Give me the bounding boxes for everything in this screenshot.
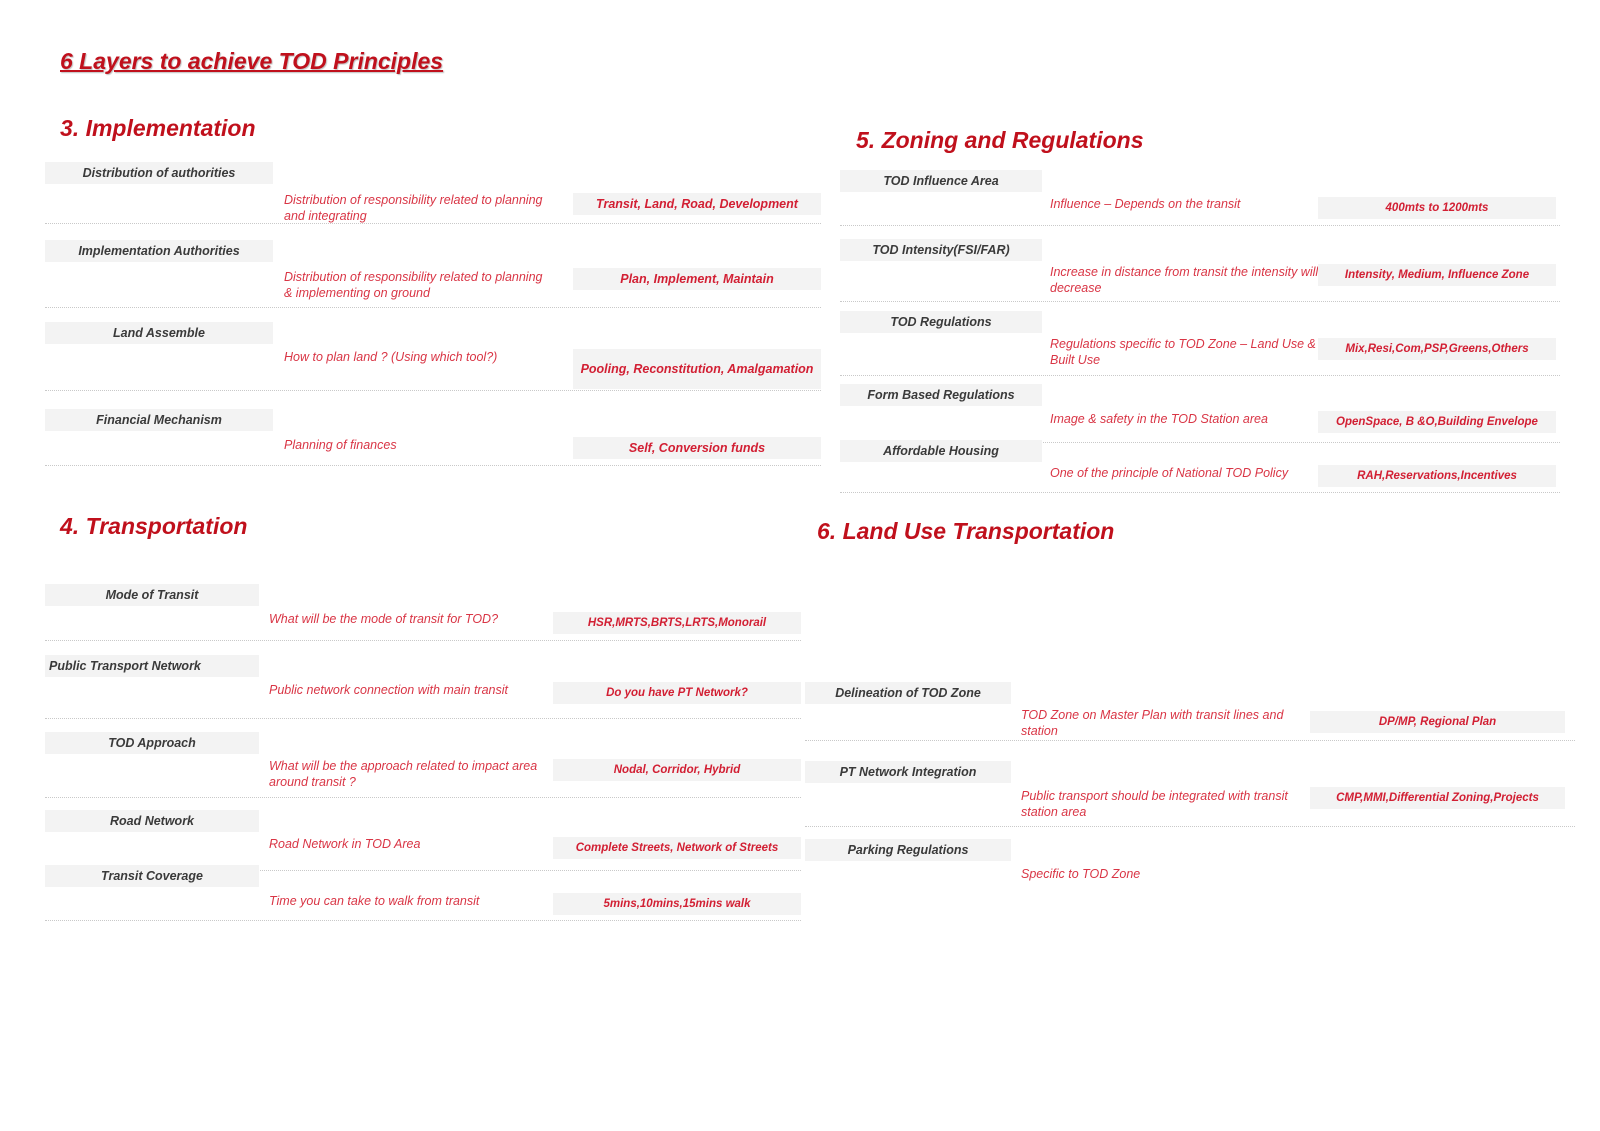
zoning-row-desc: One of the principle of National TOD Policy bbox=[1050, 466, 1289, 480]
transportation-row-label: Public Transport Network bbox=[45, 655, 259, 677]
transportation-row-desc: Road Network in TOD Area bbox=[269, 837, 421, 851]
transportation-row-desc: What will be the approach related to impact area around transit ? bbox=[269, 759, 538, 789]
implementation-row-desc: Distribution of responsibility related to planning & implementing on ground bbox=[284, 270, 543, 300]
transportation-row-value: 5mins,10mins,15mins walk bbox=[553, 893, 801, 915]
landuse-heading: 6. Land Use Transportation bbox=[817, 518, 1115, 544]
row-divider bbox=[805, 740, 1575, 741]
transportation-row-value: Do you have PT Network? bbox=[553, 682, 801, 704]
implementation-row-value: Transit, Land, Road, Development bbox=[573, 193, 821, 215]
transportation-row-value: Nodal, Corridor, Hybrid bbox=[553, 759, 801, 781]
implementation-row-desc: Distribution of responsibility related to planning and integrating bbox=[284, 193, 543, 223]
landuse-row-label: Parking Regulations bbox=[805, 839, 1011, 861]
row-divider bbox=[45, 718, 801, 719]
zoning-row-label: Form Based Regulations bbox=[840, 384, 1042, 406]
row-divider bbox=[45, 223, 821, 224]
row-divider bbox=[840, 301, 1560, 302]
row-divider bbox=[45, 307, 821, 308]
zoning-row-value: Mix,Resi,Com,PSP,Greens,Others bbox=[1318, 338, 1556, 360]
landuse-row-desc: Public transport should be integrated with transit station area bbox=[1021, 789, 1288, 819]
zoning-row-label: TOD Influence Area bbox=[840, 170, 1042, 192]
landuse-row-label: PT Network Integration bbox=[805, 761, 1011, 783]
zoning-row-value: Intensity, Medium, Influence Zone bbox=[1318, 264, 1556, 286]
row-divider bbox=[840, 225, 1560, 226]
implementation-row-desc: Planning of finances bbox=[284, 438, 397, 452]
implementation-row-desc: How to plan land ? (Using which tool?) bbox=[284, 350, 498, 364]
page-title: 6 Layers to achieve TOD Principles bbox=[60, 48, 444, 74]
zoning-row-label: Affordable Housing bbox=[840, 440, 1042, 462]
implementation-row-value: Pooling, Reconstitution, Amalgamation bbox=[573, 349, 821, 389]
zoning-row-value: RAH,Reservations,Incentives bbox=[1318, 465, 1556, 487]
row-divider bbox=[45, 640, 801, 641]
zoning-row-value: OpenSpace, B &O,Building Envelope bbox=[1318, 411, 1556, 433]
transportation-row-desc: Time you can take to walk from transit bbox=[269, 894, 480, 908]
zoning-row-value: 400mts to 1200mts bbox=[1318, 197, 1556, 219]
zoning-row-desc: Increase in distance from transit the intensity will decrease bbox=[1050, 265, 1319, 295]
transportation-row-value: HSR,MRTS,BRTS,LRTS,Monorail bbox=[553, 612, 801, 634]
row-divider bbox=[45, 797, 801, 798]
transportation-row-value: Complete Streets, Network of Streets bbox=[553, 837, 801, 859]
transportation-row-desc: Public network connection with main transit bbox=[269, 683, 509, 697]
implementation-row-value: Self, Conversion funds bbox=[573, 437, 821, 459]
implementation-row-label: Implementation Authorities bbox=[45, 240, 273, 262]
row-divider bbox=[840, 492, 1560, 493]
row-divider bbox=[45, 920, 801, 921]
landuse-row-value: DP/MP, Regional Plan bbox=[1310, 711, 1565, 733]
implementation-row-label: Land Assemble bbox=[45, 322, 273, 344]
zoning-row-desc: Regulations specific to TOD Zone – Land Use & Built Use bbox=[1050, 337, 1316, 367]
transportation-row-desc: What will be the mode of transit for TOD? bbox=[269, 612, 499, 626]
zoning-row-desc: Influence – Depends on the transit bbox=[1050, 197, 1241, 211]
transportation-row-label: Road Network bbox=[45, 810, 259, 832]
row-divider bbox=[840, 375, 1560, 376]
zoning-row-label: TOD Intensity(FSI/FAR) bbox=[840, 239, 1042, 261]
row-divider bbox=[45, 390, 821, 391]
zoning-row-desc: Image & safety in the TOD Station area bbox=[1050, 412, 1268, 426]
implementation-heading: 3. Implementation bbox=[60, 115, 256, 141]
landuse-row-value: CMP,MMI,Differential Zoning,Projects bbox=[1310, 787, 1565, 809]
implementation-row-label: Financial Mechanism bbox=[45, 409, 273, 431]
zoning-row-label: TOD Regulations bbox=[840, 311, 1042, 333]
row-divider bbox=[45, 465, 821, 466]
zoning-heading: 5. Zoning and Regulations bbox=[856, 127, 1144, 153]
landuse-row-desc: Specific to TOD Zone bbox=[1021, 867, 1141, 881]
landuse-row-desc: TOD Zone on Master Plan with transit lines and station bbox=[1021, 708, 1284, 738]
transportation-row-label: Mode of Transit bbox=[45, 584, 259, 606]
implementation-row-label: Distribution of authorities bbox=[45, 162, 273, 184]
transportation-row-label: Transit Coverage bbox=[45, 865, 259, 887]
implementation-row-value: Plan, Implement, Maintain bbox=[573, 268, 821, 290]
transportation-row-label: TOD Approach bbox=[45, 732, 259, 754]
landuse-row-label: Delineation of TOD Zone bbox=[805, 682, 1011, 704]
row-divider bbox=[805, 826, 1575, 827]
transportation-heading: 4. Transportation bbox=[60, 513, 248, 539]
